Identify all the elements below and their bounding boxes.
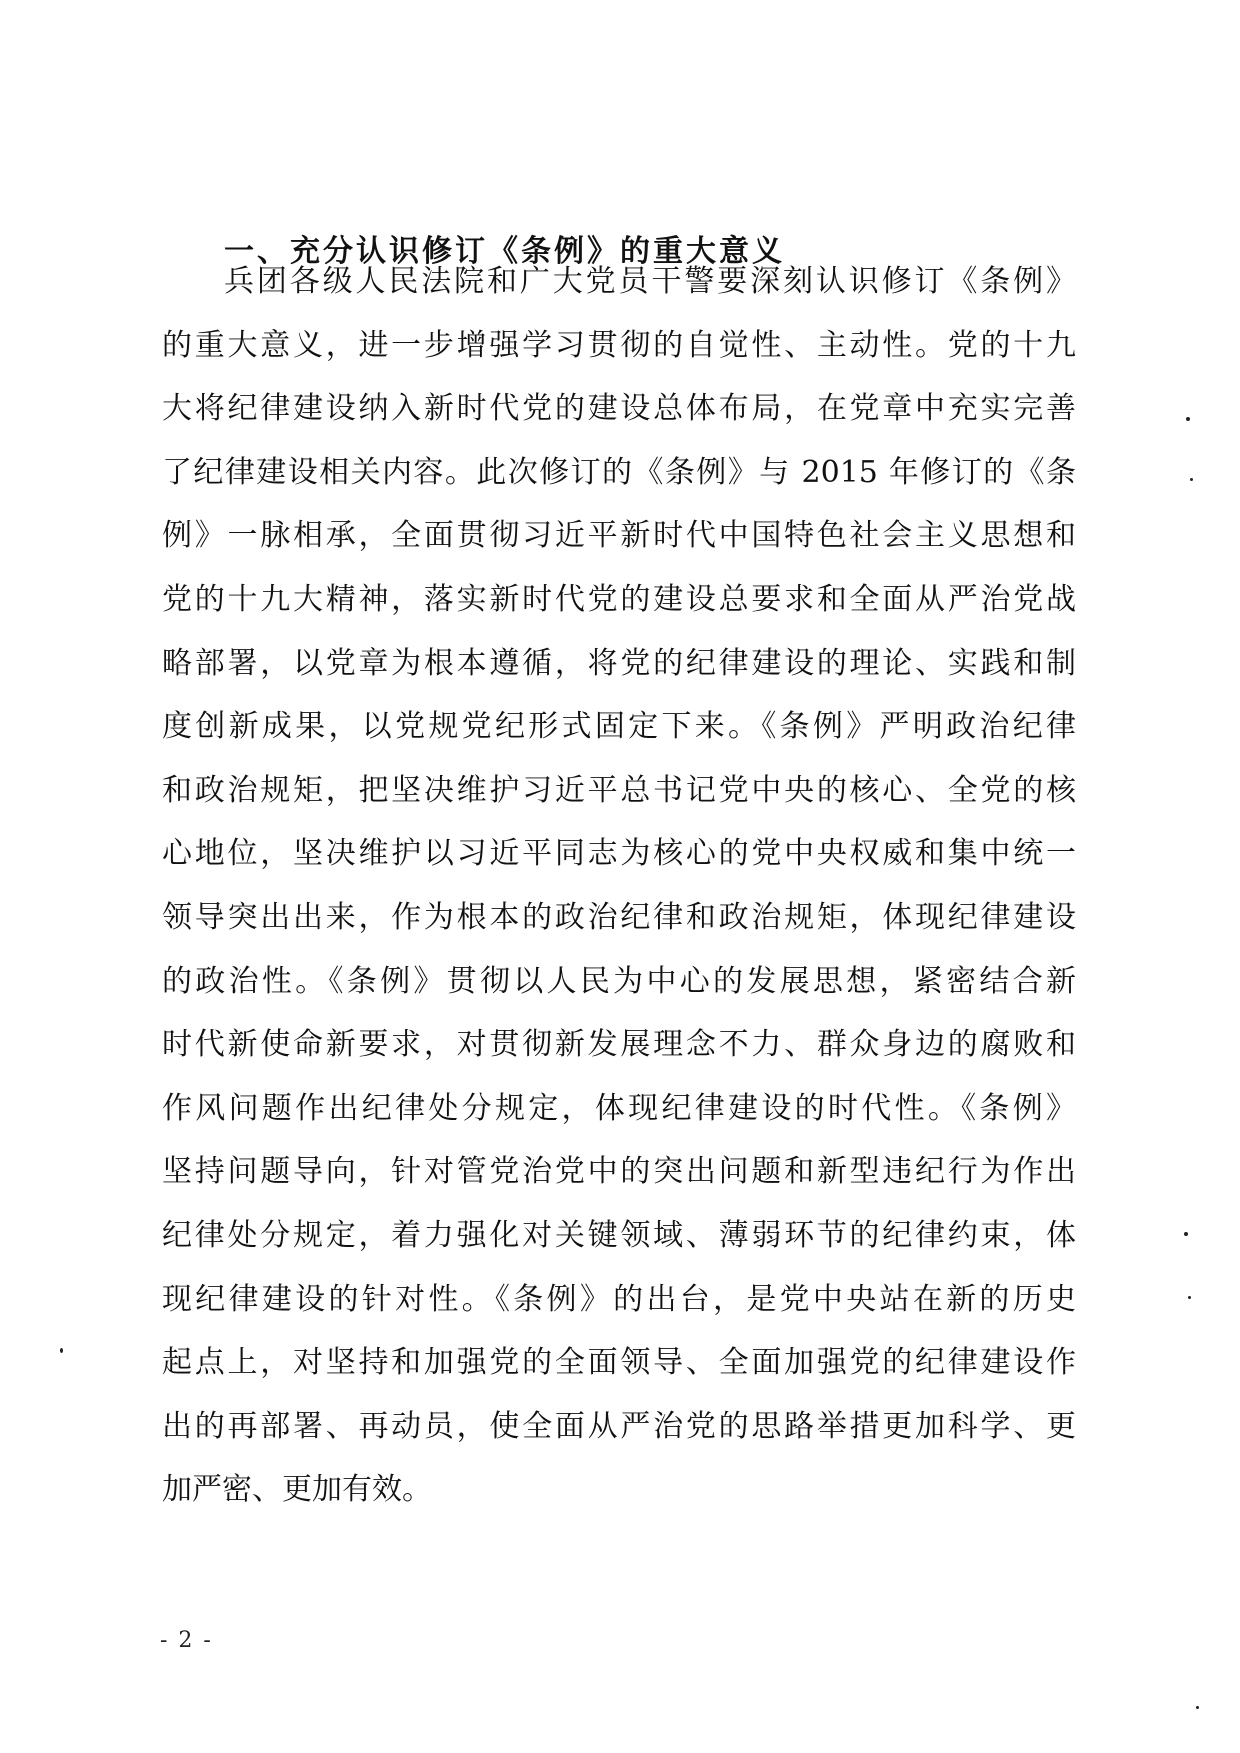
paragraph-line: 纪律处分规定，着力强化对关键领域、薄弱环节的纪律约束，体 [162, 1218, 1076, 1253]
scan-speck [1186, 417, 1190, 421]
paragraph-line: 加严密、更加有效。 [162, 1472, 432, 1507]
page-number: - 2 - [160, 1628, 213, 1653]
paragraph-line: 时代新使命新要求，对贯彻新发展理念不力、群众身边的腐败和 [162, 1027, 1076, 1062]
paragraph-line: 坚持问题导向，针对管党治党中的突出问题和新型违纪行为作出 [162, 1154, 1076, 1189]
section-heading: 一、充分认识修订《条例》的重大意义 [224, 234, 785, 269]
paragraph-line: 例》一脉相承，全面贯彻习近平新时代中国特色社会主义思想和 [162, 518, 1076, 553]
scan-speck [1188, 1296, 1191, 1299]
scan-speck [60, 1348, 63, 1353]
paragraph-line: 略部署，以党章为根本遵循，将党的纪律建设的理论、实践和制 [162, 646, 1076, 681]
scan-speck [1184, 1232, 1188, 1236]
paragraph-line: 出的再部署、再动员，使全面从严治党的思路举措更加科学、更 [162, 1409, 1076, 1444]
paragraph-line: 和政治规矩，把坚决维护习近平总书记党中央的核心、全党的核 [162, 773, 1076, 808]
paragraph-line: 起点上，对坚持和加强党的全面领导、全面加强党的纪律建设作 [162, 1345, 1076, 1380]
paragraph-line: 大将纪律建设纳入新时代党的建设总体布局，在党章中充实完善 [162, 391, 1076, 426]
paragraph-line: 兵团各级人民法院和广大党员干警要深刻认识修订《条例》 [224, 264, 1076, 299]
paragraph-line: 党的十九大精神，落实新时代党的建设总要求和全面从严治党战 [162, 582, 1076, 617]
paragraph-line: 的重大意义，进一步增强学习贯彻的自觉性、主动性。党的十九 [162, 328, 1076, 363]
scan-speck [1190, 478, 1193, 481]
paragraph-line: 心地位，坚决维护以习近平同志为核心的党中央权威和集中统一 [162, 836, 1076, 871]
paragraph-line: 了纪律建设相关内容。此次修订的《条例》与 2015 年修订的《条 [162, 455, 1076, 490]
scan-speck [1196, 1706, 1199, 1709]
paragraph-line: 度创新成果，以党规党纪形式固定下来。《条例》严明政治纪律 [162, 709, 1076, 744]
paragraph-line: 现纪律建设的针对性。《条例》的出台，是党中央站在新的历史 [162, 1282, 1076, 1317]
paragraph-line: 领导突出出来，作为根本的政治纪律和政治规矩，体现纪律建设 [162, 900, 1076, 935]
paragraph-line: 的政治性。《条例》贯彻以人民为中心的发展思想，紧密结合新 [162, 964, 1076, 999]
paragraph-line: 作风问题作出纪律处分规定，体现纪律建设的时代性。《条例》 [162, 1091, 1076, 1126]
